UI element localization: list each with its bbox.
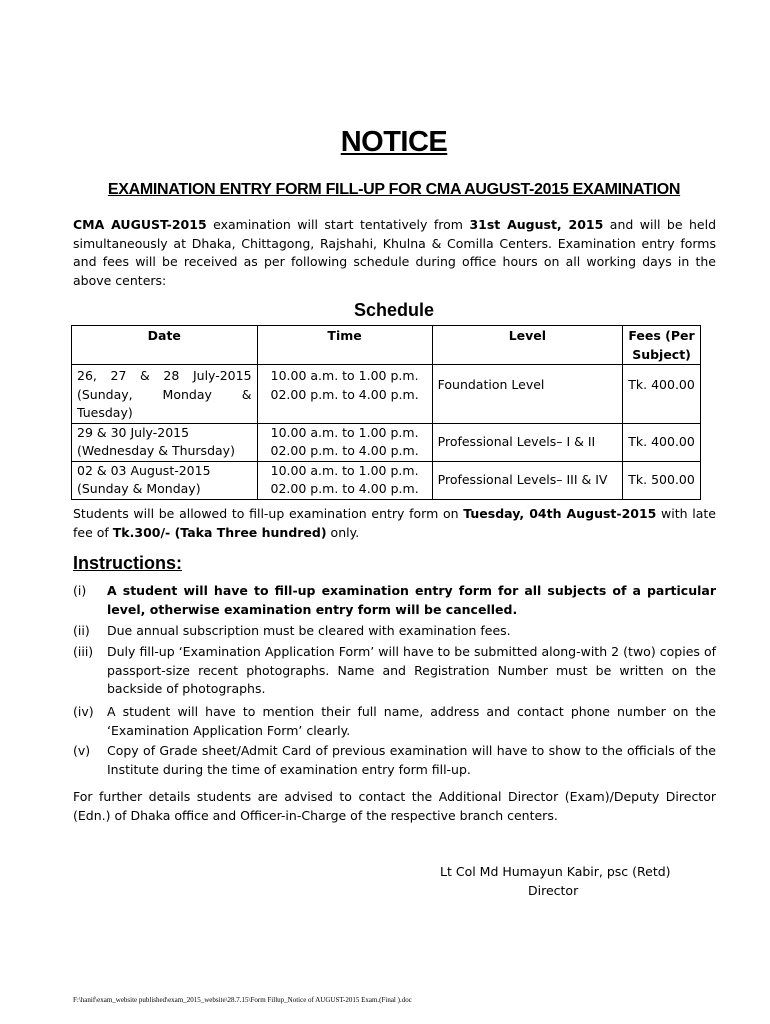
late-fee-text-3: only. xyxy=(326,524,360,540)
row-time xyxy=(257,365,432,424)
instruction-item xyxy=(73,582,716,619)
row-time-afternoon: 02.00 p.m. to 4.00 p.m. xyxy=(270,386,419,402)
row-date: 02 & 03 August-2015 (Sunday & Monday) xyxy=(72,461,258,499)
instruction-number: (ii) xyxy=(73,623,90,638)
instruction-text: A student will have to mention their full name, address and contact phone number on the ‘Examination Application Form’ clearly. xyxy=(107,704,716,738)
schedule-table xyxy=(71,325,701,500)
row-date: 26, 27 & 28 July-2015 (Sunday, Monday & Tuesday) xyxy=(72,365,258,424)
instruction-item xyxy=(73,703,716,740)
page-title: NOTICE xyxy=(340,126,448,158)
instruction-text: Duly fill-up ‘Examination Application Form’ will have to be submitted along-with 2 (two) copies of passport-size recent photographs. Name and Registration Number must be written on the backside of photographs. xyxy=(107,644,716,696)
column-header-time: Time xyxy=(257,326,432,365)
table-header-row xyxy=(72,326,701,365)
schedule-heading: Schedule xyxy=(353,300,435,320)
row-fees: Tk. 400.00 xyxy=(623,423,701,461)
table-row xyxy=(72,461,701,499)
row-time xyxy=(257,423,432,461)
table-row xyxy=(72,423,701,461)
instruction-item xyxy=(73,622,716,641)
late-fee-amount: Tk.300/- (Taka Three hundred) xyxy=(112,524,327,540)
instructions-heading: Instructions: xyxy=(73,553,183,573)
instruction-number: (iii) xyxy=(73,644,94,659)
row-time-morning: 10.00 a.m. to 1.00 p.m. xyxy=(270,462,419,478)
late-fee-text-2: with late fee of xyxy=(73,506,716,540)
row-time-afternoon: 02.00 p.m. to 4.00 p.m. xyxy=(270,443,419,458)
signature-title: Director xyxy=(528,883,579,898)
intro-paragraph xyxy=(73,216,716,290)
signature-name: Lt Col Md Humayun Kabir, psc (Retd) xyxy=(440,864,671,879)
late-fee-text-1: Students will be allowed to fill-up examination entry form on xyxy=(73,506,464,521)
footer-file-path: F:\hanif\exam_website published\exam_2015_website\28.7.15\Form Fillup_Notice of AUGUST-2015 Exam.(Final ).doc xyxy=(73,996,412,1004)
intro-text-2: and will be held simultaneously at Dhaka, Chittagong, Rajshahi, Khulna & Comilla Centers. Examination entry forms and fees will be received as per following schedule during office hours on all working days in the above centers: xyxy=(73,217,717,288)
instruction-text: A student will have to fill-up examination entry form for all subjects of a particular level, otherwise examination entry form will be cancelled. xyxy=(107,583,716,617)
row-time-morning: 10.00 a.m. to 1.00 p.m. xyxy=(270,368,419,383)
start-date: 31st August, 2015 xyxy=(469,217,604,232)
intro-text-1: examination will start tentatively from xyxy=(206,217,470,232)
column-header-date: Date xyxy=(72,326,258,365)
instruction-text: Due annual subscription must be cleared with examination fees. xyxy=(107,623,511,638)
row-fees: Tk. 500.00 xyxy=(623,461,701,499)
row-time xyxy=(257,461,432,499)
row-time-morning: 10.00 a.m. to 1.00 p.m. xyxy=(270,424,419,440)
late-fee-paragraph xyxy=(73,505,716,542)
table-row xyxy=(72,365,701,424)
instruction-item xyxy=(73,643,716,699)
column-header-level: Level xyxy=(432,326,622,365)
column-header-fees: Fees (Per Subject) xyxy=(623,326,701,365)
row-time-afternoon: 02.00 p.m. to 4.00 p.m. xyxy=(270,481,419,496)
row-level: Professional Levels– I & II xyxy=(432,423,622,461)
notice-heading: EXAMINATION ENTRY FORM FILL-UP FOR CMA AUGUST-2015 EXAMINATION xyxy=(107,181,681,198)
exam-name: CMA AUGUST-2015 xyxy=(73,217,207,232)
instruction-number: (iv) xyxy=(73,704,94,719)
instruction-item xyxy=(73,742,716,779)
late-fee-date: Tuesday, 04th August-2015 xyxy=(463,506,657,521)
row-date: 29 & 30 July-2015 (Wednesday & Thursday) xyxy=(72,423,258,461)
instruction-number: (v) xyxy=(73,743,91,758)
row-level: Foundation Level xyxy=(432,365,622,424)
row-fees: Tk. 400.00 xyxy=(623,365,701,424)
instruction-text: Copy of Grade sheet/Admit Card of previous examination will have to show to the officials of the Institute during the time of examination entry form fill-up. xyxy=(107,743,716,777)
instruction-number: (i) xyxy=(73,583,87,598)
contact-paragraph: For further details students are advised to contact the Additional Director (Exam)/Deputy Director (Edn.) of Dhaka office and Officer-in-Charge of the respective branch centers. xyxy=(73,789,716,823)
row-level: Professional Levels– III & IV xyxy=(432,461,622,499)
